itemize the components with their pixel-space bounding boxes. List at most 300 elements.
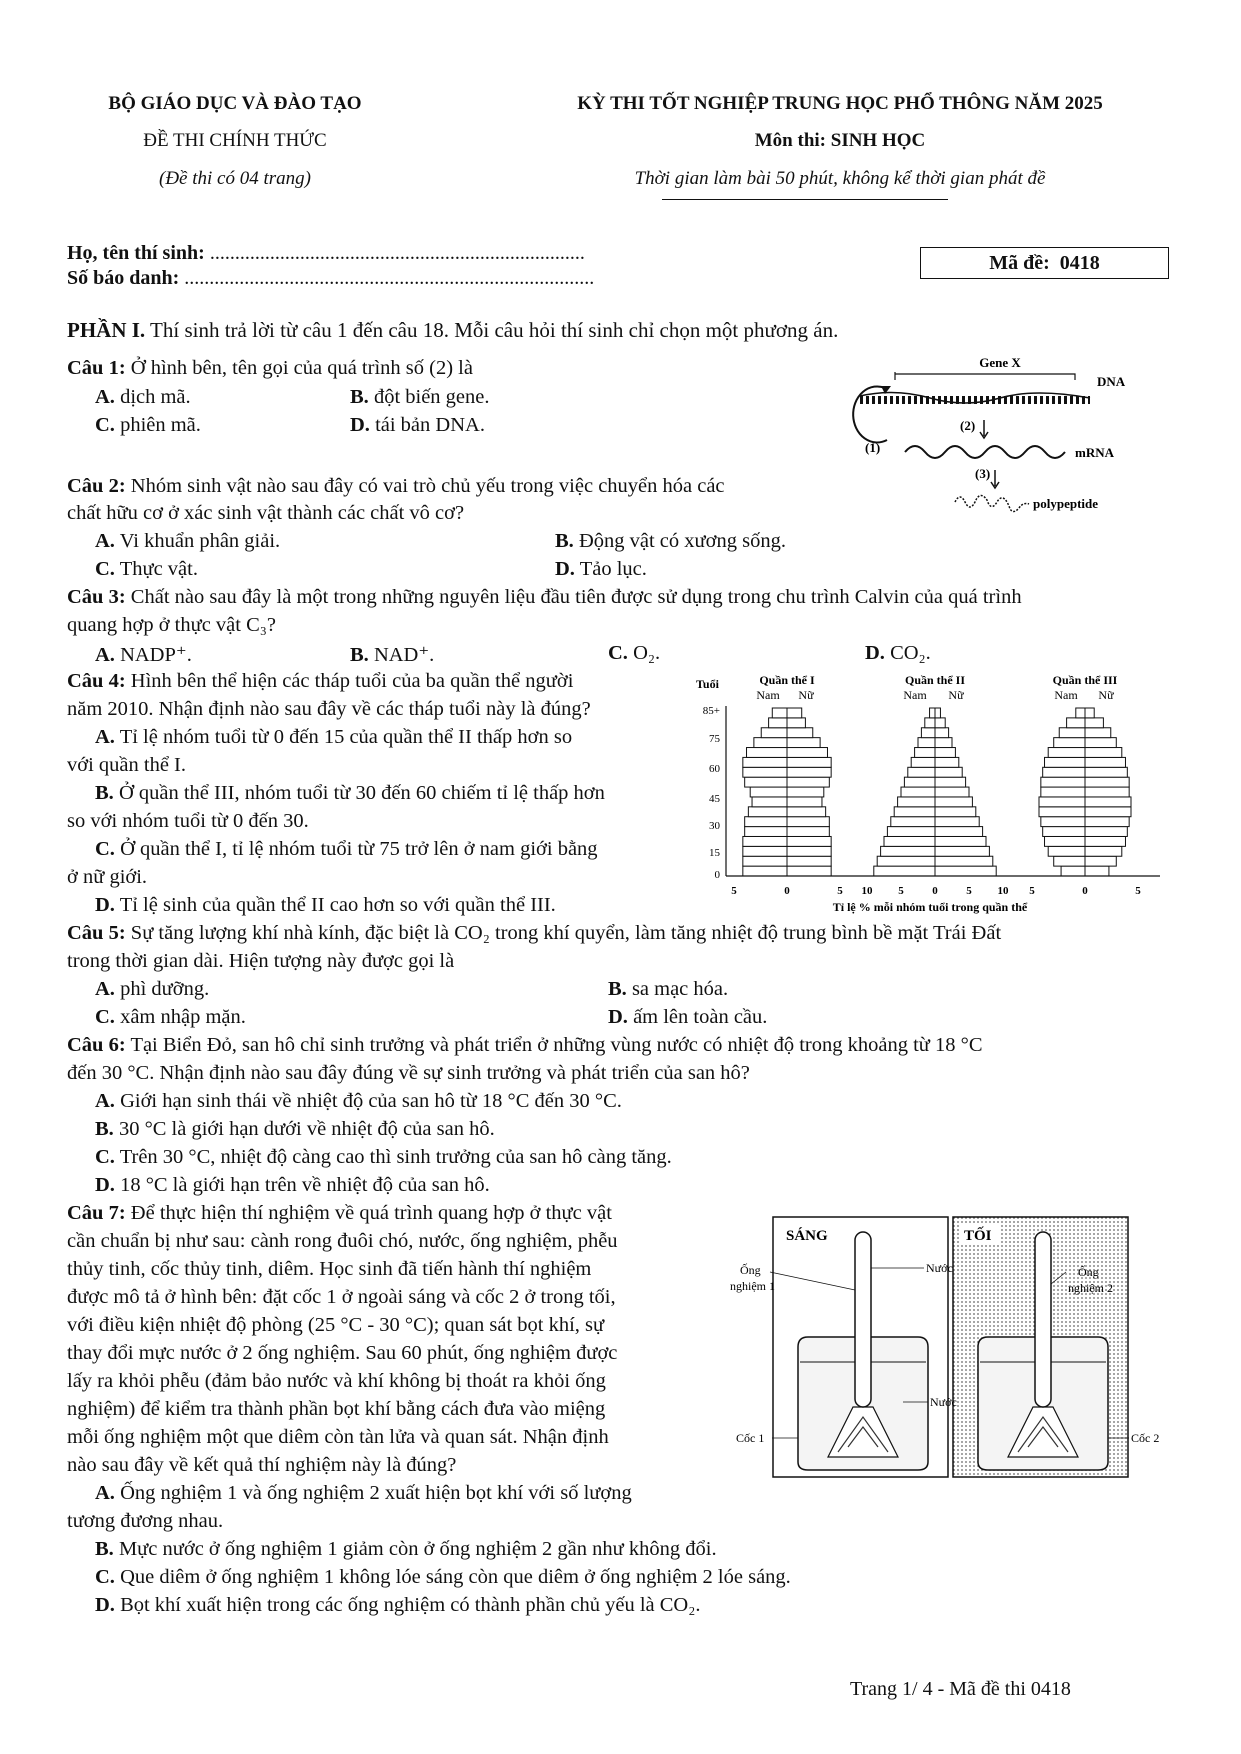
option-text: Tỉ lệ nhóm tuổi từ 0 đến 15 của quần thể II thấp hơn so (119, 726, 573, 748)
q4-option-a (95, 726, 572, 749)
test-tube-2 (1035, 1232, 1051, 1407)
q3-option-a (95, 642, 192, 667)
q4-option-a-cont: với quần thể I. (67, 754, 187, 776)
pyramid-bar-female (1085, 767, 1127, 777)
q4-option-d (95, 894, 556, 917)
q7-option-a (95, 1482, 632, 1505)
option-letter: A. (95, 1482, 115, 1504)
option-letter: C. (95, 838, 115, 860)
q2-stem-2: chất hữu cơ ở xác sinh vật thành các chất vô cơ? (67, 502, 465, 524)
option-text: NAD⁺. (373, 644, 435, 666)
option-text: dịch mã. (120, 386, 191, 408)
q6-text: Tại Biển Đỏ, san hô chỉ sinh trưởng và phát triển ở những vùng nước có nhiệt độ trong khoảng từ 18 °C (130, 1034, 983, 1056)
q7-option-d (95, 1594, 701, 1617)
test-tube-1 (855, 1232, 871, 1407)
male-label-2: Nam (903, 688, 927, 702)
q2-option-c (95, 558, 198, 581)
q1-label: Câu 1: (67, 357, 126, 379)
age-ticks (703, 705, 721, 881)
option-letter: A. (95, 726, 115, 748)
option-text: O₂. (633, 642, 661, 664)
pyramid-bar-male (887, 827, 935, 837)
pages-note: (Đề thi có 04 trang) (159, 168, 311, 189)
x-tick-label: 5 (1135, 885, 1141, 897)
pyramid-bar-female (1085, 797, 1131, 807)
option-text: Ống nghiệm 1 và ống nghiệm 2 xuất hiện bọt khí với số lượng (120, 1482, 632, 1504)
water-label-top: Nước (926, 1261, 953, 1275)
candidate-id-row (67, 267, 594, 290)
option-letter: C. (95, 414, 115, 436)
q7-stem-1 (67, 1202, 612, 1225)
pyramid-bar-male (1054, 856, 1085, 866)
pyramid-bar-female (787, 718, 805, 728)
option-text: sa mạc hóa. (631, 978, 729, 1000)
cup2-label: Cốc 2 (1131, 1431, 1160, 1445)
q6-stem-1 (67, 1034, 983, 1057)
pyramid-bar-female (1085, 846, 1122, 856)
candidate-id-label: Số báo danh: (67, 267, 180, 289)
pyramid-bar-male (769, 718, 787, 728)
age-tick-label: 75 (709, 733, 720, 745)
pyramid-bar-female (935, 738, 952, 748)
q7-option-c (95, 1566, 791, 1589)
option-letter: C. (95, 1146, 115, 1168)
pyramid-bar-male (743, 767, 787, 777)
q2-text: Nhóm sinh vật nào sau đây có vai trò chủ yếu trong việc chuyển hóa các (130, 475, 725, 497)
pyramid-bar-male (1041, 777, 1085, 787)
pyramid-bar-male (1076, 708, 1085, 718)
process-3: (3) (975, 466, 991, 481)
exam-code-label: Mã đề: (989, 252, 1050, 274)
q6-option-a (95, 1090, 622, 1113)
pyramid-bar-female (787, 777, 829, 787)
option-text: Giới hạn sinh thái về nhiệt độ của san hô từ 18 °C đến 30 °C. (120, 1090, 622, 1112)
age-pyramid-chart (690, 668, 1170, 918)
option-letter: D. (865, 642, 885, 664)
q3-stem-2: quang hợp ở thực vật C₃? (67, 614, 277, 636)
q1-option-c (95, 414, 201, 437)
q4-option-c (95, 838, 598, 861)
pyramid-bar-male (915, 748, 935, 758)
pyramid-bar-female (787, 728, 813, 738)
q5-option-c (95, 1006, 246, 1029)
pyramid-bar-female (787, 817, 829, 827)
pyramid-bar-female (787, 738, 820, 748)
q6-option-d (95, 1174, 490, 1197)
option-text: phiên mã. (120, 414, 201, 436)
pyramid-bar-female (787, 797, 822, 807)
official-label: ĐỀ THI CHÍNH THỨC (143, 130, 327, 151)
q6-option-c (95, 1146, 672, 1169)
option-letter: A. (95, 530, 115, 552)
pyramid-bar-male (891, 817, 935, 827)
option-letter: A. (95, 978, 115, 1000)
q3-option-d (865, 642, 931, 665)
q5-stem-1 (67, 922, 1001, 945)
q4-stem-1 (67, 670, 573, 693)
option-letter: D. (608, 1006, 628, 1028)
pyramid-bar-male (1048, 748, 1085, 758)
pyramid-bar-female (787, 846, 831, 856)
option-letter: A. (95, 1090, 115, 1112)
q7-option-b (95, 1538, 717, 1561)
tube2-label-2: nghiệm 2 (1068, 1281, 1113, 1295)
pyramid-bar-female (1085, 836, 1125, 846)
q1-stem (67, 357, 473, 380)
option-letter: D. (95, 894, 115, 916)
female-label-2: Nữ (948, 688, 964, 702)
x-tick-label: 10 (861, 885, 873, 897)
polypeptide-label: polypeptide (1033, 496, 1099, 511)
q2-option-b (555, 530, 786, 553)
option-letter: C. (95, 558, 115, 580)
q4-text: Hình bên thể hiện các tháp tuổi của ba quần thể người (130, 670, 574, 692)
q2-option-d (555, 558, 647, 581)
pyramid-bar-male (898, 797, 935, 807)
q6-option-b (95, 1118, 495, 1141)
pyramid-bar-female (1085, 866, 1109, 876)
male-label-3: Nam (1054, 688, 1078, 702)
option-letter: B. (95, 1538, 114, 1560)
pyramid-bar-male (1043, 827, 1085, 837)
x-tick-label: 5 (731, 885, 737, 897)
x-tick-label: 0 (784, 885, 790, 897)
q2-option-a (95, 530, 280, 553)
q4-stem-2: năm 2010. Nhận định nào sau đây về các tháp tuổi này là đúng? (67, 698, 591, 720)
q3-option-b (350, 642, 434, 667)
option-text: Động vật có xương sống. (578, 530, 786, 552)
pyramid-bar-male (754, 738, 787, 748)
option-text: CO₂. (890, 642, 931, 664)
age-tick-label: 45 (709, 793, 720, 805)
pyramid-bar-male (901, 787, 935, 797)
q4-option-b-cont: so với nhóm tuổi từ 0 đến 30. (67, 810, 309, 832)
q4-label: Câu 4: (67, 670, 126, 692)
option-letter: B. (350, 386, 369, 408)
q1-option-d (350, 414, 485, 437)
q7-stem-line: cần chuẩn bị như sau: cành rong đuôi chó, nước, ống nghiệm, phễu (67, 1230, 618, 1252)
option-text: Thực vật. (119, 558, 198, 580)
pyramid-bar-male (1041, 787, 1085, 797)
pyramid-bar-male (745, 827, 787, 837)
pyramid-bar-male (750, 787, 787, 797)
q4-option-b (95, 782, 605, 805)
x-tick-label: 10 (997, 885, 1009, 897)
pyramid-bar-female (787, 757, 831, 767)
pyramid-bar-female (1085, 708, 1094, 718)
age-tick-label: 60 (709, 763, 720, 775)
option-text: NADP⁺. (120, 644, 192, 666)
pyramid-bar-female (935, 827, 983, 837)
pyramid-bar-female (935, 866, 996, 876)
option-letter: C. (608, 642, 628, 664)
pyramid-bar-male (743, 836, 787, 846)
option-letter: B. (95, 1118, 114, 1140)
pyramid-bar-female (1085, 757, 1125, 767)
pyramid-bar-female (787, 708, 802, 718)
pyramid-bar-male (1039, 797, 1085, 807)
pyramid-bar-female (1085, 728, 1111, 738)
female-label-3: Nữ (1098, 688, 1114, 702)
candidate-id-dots: .................................................................................. (184, 267, 595, 289)
age-tick-label: 30 (709, 820, 720, 832)
transcription-arrow (980, 420, 988, 438)
water-label-mid: Nước (930, 1395, 957, 1409)
section-header (67, 318, 838, 343)
section-label: PHẦN I. (67, 318, 146, 342)
x-tick-label: 5 (966, 885, 972, 897)
q2-stem-1 (67, 475, 725, 498)
pyramid-bar-male (908, 767, 935, 777)
tube2-label-1: Ống (1078, 1265, 1099, 1279)
option-letter: C. (95, 1006, 115, 1028)
q5-text: Sự tăng lượng khí nhà kính, đặc biệt là CO₂ trong khí quyển, làm tăng nhiệt độ trung bình bề mặt Trái Đất (130, 922, 1002, 944)
pyramid-bar-male (1067, 718, 1085, 728)
pyramid-bar-male (911, 757, 935, 767)
pyramid-bar-female (935, 797, 972, 807)
age-tick-label: 0 (714, 869, 720, 881)
option-text: 30 °C là giới hạn dưới về nhiệt độ của san hô. (118, 1118, 495, 1140)
exam-title: KỲ THI TỐT NGHIỆP TRUNG HỌC PHỔ THÔNG NĂM 2025 (577, 93, 1103, 114)
pyramid-bar-female (935, 836, 986, 846)
pyramid-bar-female (1085, 827, 1127, 837)
pyramid-bar-female (935, 718, 945, 728)
candidate-name-label: Họ, tên thí sinh: (67, 242, 205, 264)
pyramid-bar-female (1085, 817, 1129, 827)
tube1-label-1: Ống (740, 1263, 761, 1277)
ministry-name: BỘ GIÁO DỤC VÀ ĐÀO TẠO (108, 93, 362, 114)
pyramid-bar-female (1085, 748, 1122, 758)
male-label-1: Nam (756, 688, 780, 702)
option-letter: C. (95, 1566, 115, 1588)
pyramid-bar-male (1054, 738, 1085, 748)
pyramid-bars (743, 708, 1131, 876)
pyramid-bar-female (787, 748, 827, 758)
x-tick-label: 0 (1082, 885, 1088, 897)
x-tick-label: 5 (898, 885, 904, 897)
pyramid-bar-male (925, 718, 935, 728)
pyramid-bar-female (787, 836, 831, 846)
option-text: Trên 30 °C, nhiệt độ càng cao thì sinh trưởng của san hô càng tăng. (119, 1146, 672, 1168)
option-letter: B. (350, 644, 369, 666)
section-text: Thí sinh trả lời từ câu 1 đến câu 18. Mỗi câu hỏi thí sinh chỉ chọn một phương án. (150, 318, 839, 342)
q4-option-c-cont: ở nữ giới. (67, 866, 148, 888)
candidate-name-row (67, 242, 585, 265)
pop2-title: Quần thể II (904, 673, 966, 687)
pyramid-bar-male (918, 738, 935, 748)
option-letter: D. (95, 1174, 115, 1196)
q5-label: Câu 5: (67, 922, 126, 944)
pyramid-bar-female (935, 807, 976, 817)
x-tick-label: 5 (1029, 885, 1035, 897)
option-letter: A. (95, 386, 115, 408)
q5-option-a (95, 978, 209, 1001)
pyramid-bar-male (743, 866, 787, 876)
option-letter: B. (95, 782, 114, 804)
exam-code-box (920, 247, 1169, 279)
option-letter: D. (555, 558, 575, 580)
q3-text: Chất nào sau đây là một trong những nguyên liệu đầu tiên được sử dụng trong chu trình Calvin của quá trình (130, 586, 1022, 608)
pyramid-bar-female (1085, 807, 1131, 817)
pyramid-bar-male (761, 728, 787, 738)
mrna-label: mRNA (1075, 445, 1114, 460)
option-text: ấm lên toàn cầu. (633, 1006, 768, 1028)
x-tick-label: 0 (932, 885, 938, 897)
light-label: SÁNG (786, 1228, 828, 1244)
process-2: (2) (960, 418, 976, 433)
option-text: 18 °C là giới hạn trên về nhiệt độ của san hô. (120, 1174, 490, 1196)
option-text: Ở quần thể I, tỉ lệ nhóm tuổi từ 75 trở lên ở nam giới bằng (120, 838, 598, 860)
age-tick-label: 85+ (702, 705, 720, 717)
q1-option-b (350, 386, 490, 409)
pyramid-bar-female (935, 846, 989, 856)
subject: Môn thi: SINH HỌC (754, 130, 926, 151)
option-text: Tảo lục. (579, 558, 647, 580)
age-axis-label: Tuổi (696, 677, 719, 691)
pyramid-bar-male (1045, 836, 1085, 846)
process-1: (1) (865, 440, 881, 455)
pyramid-bar-male (884, 836, 935, 846)
pyramid-bar-female (787, 787, 824, 797)
pyramid-bar-male (747, 748, 787, 758)
q6-stem-2: đến 30 °C. Nhận định nào sau đây đúng về sự sinh trưởng và phát triển của san hô? (67, 1062, 750, 1084)
q1-option-a (95, 386, 191, 409)
pyramid-bar-female (935, 748, 955, 758)
pyramid-bar-male (1045, 757, 1085, 767)
x-tick-label: 5 (837, 885, 843, 897)
x-ticks (731, 885, 1141, 897)
option-letter: D. (95, 1594, 115, 1616)
option-letter: B. (608, 978, 627, 1000)
pyramid-bar-female (1085, 738, 1116, 748)
pyramid-bar-female (1085, 856, 1116, 866)
pyramid-bar-female (787, 856, 831, 866)
x-axis-label: Tỉ lệ % mỗi nhóm tuổi trong quần thể (832, 900, 1028, 914)
pyramid-bar-female (1085, 718, 1103, 728)
dna-label: DNA (1097, 374, 1126, 389)
q7-stem-line: được mô tả ở hình bên: đặt cốc 1 ở ngoài sáng và cốc 2 ở trong tối, (67, 1286, 616, 1308)
candidate-name-dots: ........................................................................... (209, 242, 585, 264)
pop1-title: Quần thể I (759, 673, 815, 687)
pyramid-bar-male (1039, 807, 1085, 817)
pyramid-bar-male (748, 807, 787, 817)
pyramid-bar-male (921, 728, 935, 738)
cup1-label: Cốc 1 (736, 1431, 765, 1445)
pyramid-bar-male (743, 856, 787, 866)
polypeptide-chain (955, 495, 1029, 511)
q7-stem-line: nào sau đây về kết quả thí nghiệm này là đúng? (67, 1454, 457, 1476)
pyramid-bar-female (935, 777, 966, 787)
pyramid-bar-male (894, 807, 935, 817)
tube1-label-2: nghiệm 1 (730, 1279, 775, 1293)
pyramid-bar-male (930, 708, 935, 718)
option-text: Que diêm ở ống nghiệm 1 không lóe sáng còn que diêm ở ống nghiệm 2 lóe sáng. (120, 1566, 791, 1588)
q3-label: Câu 3: (67, 586, 126, 608)
pyramid-bar-male (743, 757, 787, 767)
q5-stem-2: trong thời gian dài. Hiện tượng này được gọi là (67, 950, 455, 972)
q7-stem-line: nghiệm) để kiểm tra thành phần bọt khí bằng cách đưa vào miệng (67, 1398, 606, 1420)
pyramid-bar-male (752, 797, 787, 807)
q1-text: Ở hình bên, tên gọi của quá trình số (2) là (130, 357, 473, 379)
q3-option-c (608, 642, 660, 665)
age-tick-label: 15 (709, 847, 720, 859)
option-letter: A. (95, 644, 115, 666)
pop3-title: Quần thể III (1052, 673, 1118, 687)
option-letter: D. (350, 414, 370, 436)
pyramid-bar-female (935, 817, 979, 827)
pyramid-bar-female (1085, 777, 1129, 787)
gene-label: Gene X (979, 355, 1021, 370)
footer-text: Trang 1/ 4 - Mã đề thi 0418 (850, 1678, 1071, 1700)
q7-option-a-cont: tương đương nhau. (67, 1510, 224, 1532)
option-text: phì dưỡng. (120, 978, 210, 1000)
pyramid-bar-male (745, 817, 787, 827)
pyramid-bar-female (935, 767, 962, 777)
option-text: Tỉ lệ sinh của quần thể II cao hơn so với quần thể III. (119, 894, 556, 916)
option-text: xâm nhập mặn. (120, 1006, 246, 1028)
pyramid-bar-male (745, 777, 787, 787)
pyramid-bar-female (935, 708, 940, 718)
q3-stem-1 (67, 586, 1022, 609)
q6-label: Câu 6: (67, 1034, 126, 1056)
q7-stem-line: lấy ra khỏi phễu (đảm bảo nước và khí không bị thoát ra khỏi ống (67, 1370, 606, 1392)
q7-stem-line: thay đổi mực nước ở 2 ống nghiệm. Sau 60 phút, ống nghiệm được (67, 1342, 618, 1364)
mrna-strand (905, 446, 1065, 458)
option-letter: B. (555, 530, 574, 552)
q5-option-b (608, 978, 728, 1001)
option-text: Ở quần thể III, nhóm tuổi từ 30 đến 60 chiếm tỉ lệ thấp hơn (118, 782, 605, 804)
option-text: đột biến gene. (373, 386, 490, 408)
pyramid-bar-female (935, 787, 969, 797)
pyramid-bar-female (787, 767, 831, 777)
option-text: Vi khuẩn phân giải. (119, 530, 281, 552)
exam-code: 0418 (1059, 252, 1100, 274)
pyramid-bar-female (787, 866, 831, 876)
pyramid-bar-male (874, 866, 935, 876)
pyramid-bar-female (1085, 787, 1129, 797)
pyramid-bar-male (1048, 846, 1085, 856)
translation-arrow (991, 470, 999, 488)
gene-bracket (895, 372, 1075, 380)
pyramid-bar-female (787, 807, 826, 817)
page-footer (850, 1678, 1071, 1701)
option-text: Bọt khí xuất hiện trong các ống nghiệm có thành phần chủ yếu là CO₂. (120, 1594, 701, 1616)
time-note: Thời gian làm bài 50 phút, không kể thời gian phát đề (634, 168, 1046, 189)
q7-stem-line: mỗi ống nghiệm một que diêm còn tàn lửa và quan sát. Nhận định (67, 1426, 609, 1448)
pyramid-bar-male (1059, 728, 1085, 738)
pyramid-bar-male (743, 846, 787, 856)
pyramid-bar-male (772, 708, 787, 718)
q2-label: Câu 2: (67, 475, 126, 497)
pyramid-bar-female (935, 856, 993, 866)
pyramid-bar-male (877, 856, 935, 866)
pyramid-bar-female (935, 757, 959, 767)
gene-expression-figure (835, 352, 1165, 532)
q7-label: Câu 7: (67, 1202, 126, 1224)
option-text: Mực nước ở ống nghiệm 1 giảm còn ở ống nghiệm 2 gần như không đổi. (118, 1538, 717, 1560)
option-text: tái bản DNA. (375, 414, 485, 436)
pyramid-bar-male (1061, 866, 1085, 876)
header-rule (662, 199, 948, 200)
q7-text: Để thực hiện thí nghiệm về quá trình quang hợp ở thực vật (130, 1202, 612, 1224)
pyramid-bar-female (935, 728, 949, 738)
dark-label: TỐI (964, 1228, 992, 1244)
q5-option-d (608, 1006, 767, 1029)
replication-arrow (853, 386, 887, 442)
pyramid-bar-male (1041, 817, 1085, 827)
q7-stem-line: thủy tinh, cốc thủy tinh, diêm. Học sinh đã tiến hành thí nghiệm (67, 1258, 592, 1280)
photosynthesis-experiment-figure (728, 1212, 1178, 1482)
